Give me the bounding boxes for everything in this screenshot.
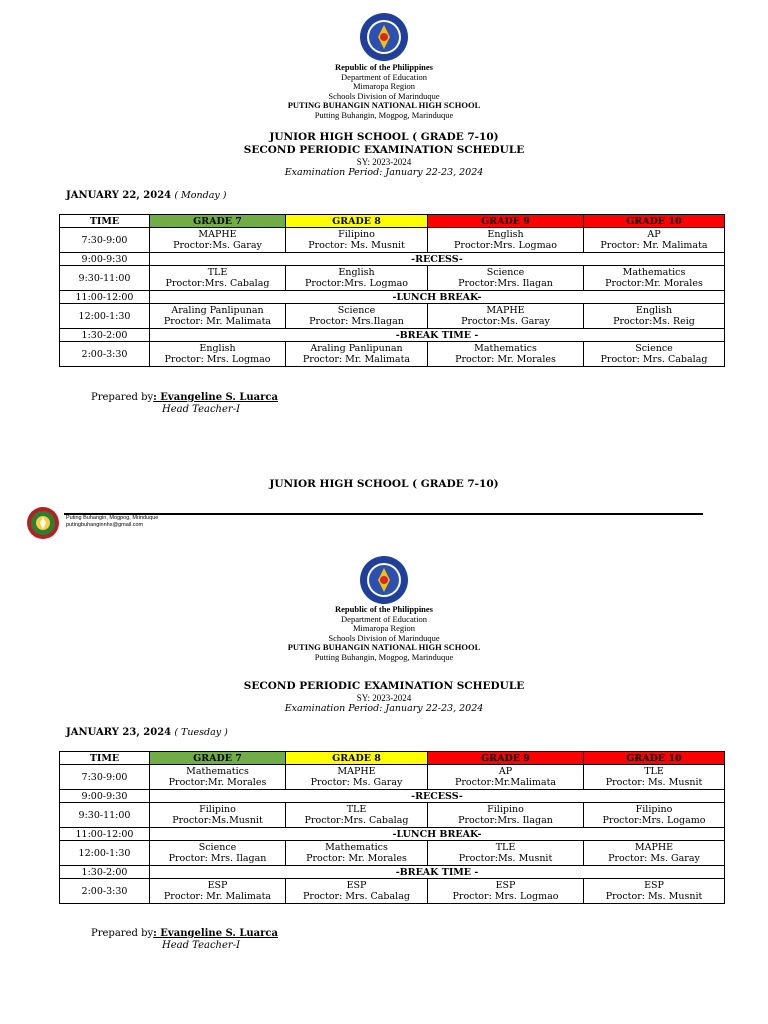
table-row: [60, 342, 725, 367]
proctor: Proctor:Mrs. Logmao: [454, 240, 557, 251]
division-line: Schools Division of Marinduque: [328, 632, 440, 643]
table-row: [60, 803, 725, 828]
proctor: Proctor: Mrs.Ilagan: [309, 316, 404, 327]
time-cell: 12:00-1:30: [60, 841, 150, 866]
proctor: Proctor:Ms.Musnit: [172, 815, 263, 826]
page1-title-junior-high: JUNIOR HIGH SCHOOL ( GRADE 7-10): [269, 131, 499, 143]
time-cell: 2:00-3:30: [60, 879, 150, 904]
header-grade-7: GRADE 7: [150, 215, 286, 228]
proctor: Proctor:Mrs. Logamo: [602, 815, 706, 826]
table-row: [60, 879, 725, 904]
table-row-break: [60, 828, 725, 841]
header-grade-10: GRADE 10: [584, 752, 725, 765]
page1-day: ( Monday ): [174, 190, 227, 201]
exam-cell: [428, 765, 584, 790]
exam-cell: [150, 266, 286, 291]
exam-cell: [150, 228, 286, 253]
break-cell: -LUNCH BREAK-: [150, 828, 725, 841]
proctor: Proctor: Mrs. Cabalag: [303, 891, 410, 902]
time-cell: 2:00-3:30: [60, 342, 150, 367]
time-cell: 9:00-9:30: [60, 253, 150, 266]
page2-date-line: [66, 727, 228, 738]
break-cell: -RECESS-: [150, 790, 725, 803]
proctor: Proctor: Mrs. Logmao: [164, 354, 271, 365]
exam-cell: [286, 266, 428, 291]
subject: Araling Panlipunan: [171, 305, 264, 316]
proctor: Proctor:Mrs. Ilagan: [458, 815, 553, 826]
proctor: Proctor:Mrs. Ilagan: [458, 278, 553, 289]
proctor: Proctor: Mrs. Logmao: [452, 891, 559, 902]
page2-day: ( Tuesday ): [174, 727, 228, 738]
table-row-break: [60, 866, 725, 879]
exam-cell: [428, 879, 584, 904]
exam-cell: [150, 841, 286, 866]
proctor: Proctor:Mrs. Cabalag: [165, 278, 270, 289]
exam-cell: [428, 266, 584, 291]
break-cell: -LUNCH BREAK-: [150, 291, 725, 304]
time-cell: 9:30-11:00: [60, 803, 150, 828]
subject: Filipino: [635, 804, 673, 815]
table-row: [60, 765, 725, 790]
time-cell: 7:30-9:00: [60, 228, 150, 253]
time-cell: 12:00-1:30: [60, 304, 150, 329]
exam-cell: [584, 841, 725, 866]
subject: English: [199, 343, 236, 354]
exam-cell: [150, 803, 286, 828]
proctor: Proctor:Ms. Musnit: [458, 853, 553, 864]
exam-cell: [286, 841, 428, 866]
proctor: Proctor:Mrs. Logmao: [305, 278, 408, 289]
break-cell: -BREAK TIME -: [150, 866, 725, 879]
exam-cell: [286, 879, 428, 904]
department-line: Department of Education: [341, 71, 427, 82]
time-cell: 9:00-9:30: [60, 790, 150, 803]
exam-cell: [286, 342, 428, 367]
header-grade-9: GRADE 9: [428, 215, 584, 228]
table-row: [60, 841, 725, 866]
proctor: Proctor:Mr. Morales: [605, 278, 703, 289]
subject: English: [635, 305, 673, 316]
page1-date-line: [66, 190, 226, 201]
prepared-name: : Evangeline S. Luarca: [153, 928, 278, 939]
header-time: TIME: [60, 752, 150, 765]
time-cell: 11:00-12:00: [60, 828, 150, 841]
subject: MAPHE: [337, 766, 376, 777]
page1-exam-period: Examination Period: January 22-23, 2024: [284, 167, 484, 178]
footer-address: Puting Buhangin, Mogpog, Mrinduque: [66, 515, 159, 521]
subject: ESP: [207, 880, 228, 891]
subject: Science: [486, 267, 525, 278]
prepared-name: : Evangeline S. Luarca: [153, 392, 278, 403]
proctor: Proctor: Mr. Morales: [455, 354, 556, 365]
subject: MAPHE: [198, 229, 237, 240]
page1-title-exam-schedule: SECOND PERIODIC EXAMINATION SCHEDULE: [243, 144, 525, 156]
header-time: TIME: [60, 215, 150, 228]
exam-cell: [428, 803, 584, 828]
page1-school-year: SY: 2023-2024: [356, 157, 412, 167]
proctor: Proctor: Ms. Garay: [310, 777, 403, 788]
header-grade-10: GRADE 10: [584, 215, 725, 228]
region-line: Mimaropa Region: [352, 623, 416, 634]
exam-cell: [584, 228, 725, 253]
subject: Filipino: [338, 229, 375, 240]
proctor: Proctor:Mr. Morales: [168, 777, 267, 788]
time-cell: 1:30-2:00: [60, 329, 150, 342]
exam-cell: [584, 803, 725, 828]
subject: TLE: [644, 766, 664, 777]
proctor: Proctor: Ms. Musnit: [605, 891, 703, 902]
subject: TLE: [495, 842, 516, 853]
subject: TLE: [346, 804, 367, 815]
page2-title-exam-schedule: SECOND PERIODIC EXAMINATION SCHEDULE: [243, 680, 525, 692]
table-row: [60, 228, 725, 253]
page2-schedule-table: [59, 751, 725, 904]
proctor: Proctor: Mr. Morales: [306, 853, 407, 864]
page2-school-year: SY: 2023-2024: [356, 693, 412, 703]
region-line: Mimaropa Region: [352, 81, 416, 92]
prepared-role: Head Teacher-I: [162, 404, 241, 415]
exam-cell: [286, 765, 428, 790]
table-row-break: [60, 291, 725, 304]
subject: Mathematics: [325, 842, 388, 853]
prepared-role: Head Teacher-I: [162, 940, 241, 951]
prepared-label: Prepared by: [91, 392, 154, 403]
proctor: Proctor: Mr. Malimata: [163, 316, 272, 327]
header-grade-8: GRADE 8: [286, 752, 428, 765]
subject: Science: [635, 343, 673, 354]
page1-schedule-table: [59, 214, 725, 367]
page2-prepared-by: [91, 928, 278, 952]
table-row-break: [60, 253, 725, 266]
proctor: Proctor: Mr. Malimata: [163, 891, 272, 902]
subject: Science: [337, 305, 376, 316]
exam-cell: [286, 304, 428, 329]
proctor: Proctor: Ms. Musnit: [605, 777, 703, 788]
exam-cell: [428, 304, 584, 329]
table-row-break: [60, 329, 725, 342]
time-cell: 7:30-9:00: [60, 765, 150, 790]
subject: MAPHE: [486, 305, 525, 316]
school-name: PUTING BUHANGIN NATIONAL HIGH SCHOOL: [287, 100, 481, 111]
exam-cell: [150, 879, 286, 904]
department-line: Department of Education: [341, 613, 427, 624]
republic-line: Republic of the Philippines: [334, 604, 433, 614]
exam-cell: [150, 765, 286, 790]
header-grade-8: GRADE 8: [286, 215, 428, 228]
page1-date: JANUARY 22, 2024: [66, 190, 172, 201]
exam-cell: [584, 266, 725, 291]
subject: ESP: [346, 880, 367, 891]
time-cell: 1:30-2:00: [60, 866, 150, 879]
subject: ESP: [644, 880, 664, 891]
subject: Filipino: [487, 804, 524, 815]
school-logo-icon: [26, 506, 60, 540]
proctor: Proctor:Mr.Malimata: [454, 777, 557, 788]
subject: Araling Panlipunan: [310, 343, 403, 354]
time-cell: 11:00-12:00: [60, 291, 150, 304]
exam-cell: [584, 879, 725, 904]
exam-cell: [584, 765, 725, 790]
republic-line: Republic of the Philippines: [334, 62, 433, 72]
subject: English: [338, 267, 375, 278]
proctor: Proctor: Ms. Garay: [608, 853, 700, 864]
subject: AP: [647, 229, 661, 240]
deped-seal-icon: [359, 555, 409, 605]
break-cell: -RECESS-: [150, 253, 725, 266]
subject: ESP: [495, 880, 516, 891]
exam-cell: [584, 342, 725, 367]
proctor: Proctor:Ms. Reig: [613, 316, 695, 327]
deped-seal-icon: [359, 12, 409, 62]
exam-cell: [428, 342, 584, 367]
proctor: Proctor:Ms. Garay: [461, 316, 550, 327]
table-header-row: [60, 215, 725, 228]
footer-contact: [66, 515, 158, 529]
page2-exam-period: Examination Period: January 22-23, 2024: [284, 703, 484, 714]
exam-cell: [150, 342, 286, 367]
page2-date: JANUARY 23, 2024: [66, 727, 172, 738]
subject: Mathematics: [474, 343, 537, 354]
exam-cell: [150, 304, 286, 329]
header-grade-7: GRADE 7: [150, 752, 286, 765]
proctor: Proctor:Mrs. Cabalag: [304, 815, 409, 826]
subject: Science: [198, 842, 237, 853]
exam-cell: [428, 841, 584, 866]
proctor: Proctor: Mr. Malimata: [600, 240, 708, 251]
subject: Filipino: [199, 804, 236, 815]
page1-repeat-title: JUNIOR HIGH SCHOOL ( GRADE 7-10): [269, 478, 499, 490]
school-address: Putting Buhangin, Mogpog, Marinduque: [314, 109, 454, 120]
header-grade-9: GRADE 9: [428, 752, 584, 765]
footer-divider: [64, 513, 703, 515]
time-cell: 9:30-11:00: [60, 266, 150, 291]
proctor: Proctor: Mrs. Cabalag: [600, 354, 708, 365]
proctor: Proctor: Ms. Musnit: [308, 240, 405, 251]
prepared-label: Prepared by: [91, 928, 154, 939]
exam-cell: [286, 228, 428, 253]
table-row: [60, 304, 725, 329]
table-row: [60, 266, 725, 291]
break-cell: -BREAK TIME -: [150, 329, 725, 342]
subject: MAPHE: [634, 842, 674, 853]
proctor: Proctor: Mrs. Ilagan: [168, 853, 267, 864]
subject: TLE: [207, 267, 228, 278]
subject: English: [487, 229, 524, 240]
page1-prepared-by: [91, 392, 278, 416]
footer-email: putingbuhanginnhs@gmail.com: [66, 522, 144, 528]
table-row-break: [60, 790, 725, 803]
exam-cell: [428, 228, 584, 253]
division-line: Schools Division of Marinduque: [328, 90, 440, 101]
proctor: Proctor: Mr. Malimata: [302, 354, 411, 365]
exam-cell: [584, 304, 725, 329]
school-address: Putting Buhangin, Mogpog, Marinduque: [314, 651, 454, 662]
table-header-row: [60, 752, 725, 765]
exam-cell: [286, 803, 428, 828]
school-name: PUTING BUHANGIN NATIONAL HIGH SCHOOL: [287, 642, 481, 653]
subject: AP: [498, 766, 513, 777]
subject: Mathematics: [186, 766, 249, 777]
subject: Mathematics: [622, 267, 686, 278]
proctor: Proctor:Ms. Garay: [173, 240, 262, 251]
